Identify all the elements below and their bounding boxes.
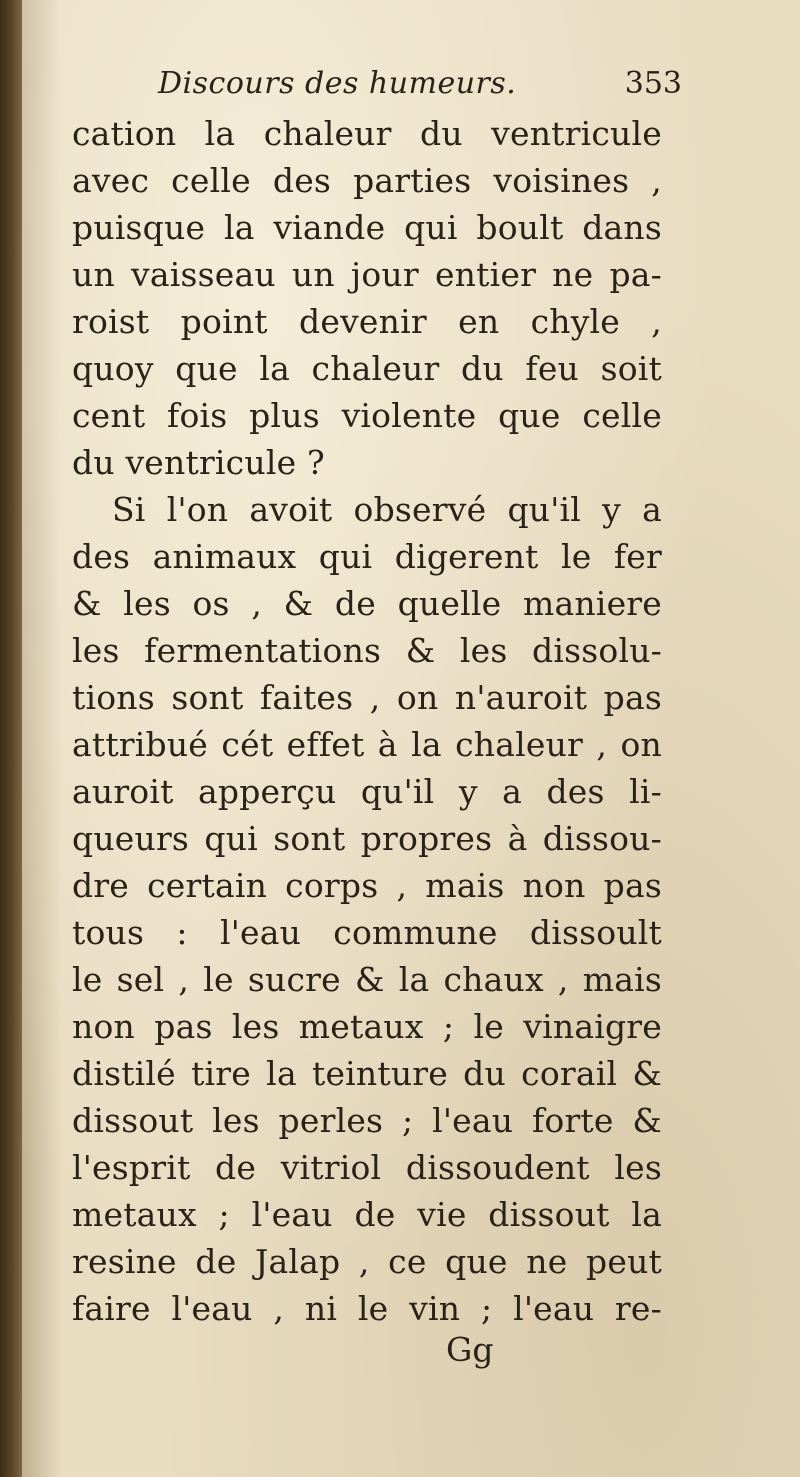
body-text [72,110,662,1332]
text-line: un vaisseau un jour entier ne pa- [72,255,662,294]
text-line: tions sont faites , on n'auroit pas [72,678,662,717]
text-line: dre certain corps , mais non pas [72,866,662,905]
text-line-paragraph-start: Si l'on avoit observé qu'il y a [112,490,662,529]
text-line: le sel , le sucre & la chaux , mais [72,960,662,999]
text-line: distilé tire la teinture du corail & [72,1054,662,1093]
text-line: les fermentations & les dissolu- [72,631,662,670]
page-number: 353 [624,66,682,101]
text-line: cent fois plus violente que celle [72,396,662,435]
text-line: faire l'eau , ni le vin ; l'eau re- [72,1289,662,1328]
text-line: tous : l'eau commune dissoult [72,913,662,952]
page-header [122,66,682,110]
text-line: attribué cét effet à la chaleur , on [72,725,662,764]
text-line: des animaux qui digerent le fer [72,537,662,576]
text-line: quoy que la chaleur du feu soit [72,349,662,388]
text-line: non pas les metaux ; le vinaigre [72,1007,662,1046]
book-page [22,0,800,1477]
text-line: roist point devenir en chyle , [72,302,662,341]
running-head: Discours des humeurs. [158,66,517,101]
text-line-paragraph-end: du ventricule ? [72,443,325,482]
text-line: l'esprit de vitriol dissoudent les [72,1148,662,1187]
text-line: & les os , & de quelle maniere [72,584,662,623]
text-line: dissout les perles ; l'eau forte & [72,1101,662,1140]
text-line: avec celle des parties voisines , [72,161,662,200]
text-line: metaux ; l'eau de vie dissout la [72,1195,662,1234]
text-line: queurs qui sont propres à dissou- [72,819,662,858]
text-line: resine de Jalap , ce que ne peut [72,1242,662,1281]
text-line: auroit apperçu qu'il y a des li- [72,772,662,811]
text-line: cation la chaleur du ventricule [72,114,662,153]
text-line: puisque la viande qui boult dans [72,208,662,247]
signature-mark: Gg [446,1330,494,1369]
